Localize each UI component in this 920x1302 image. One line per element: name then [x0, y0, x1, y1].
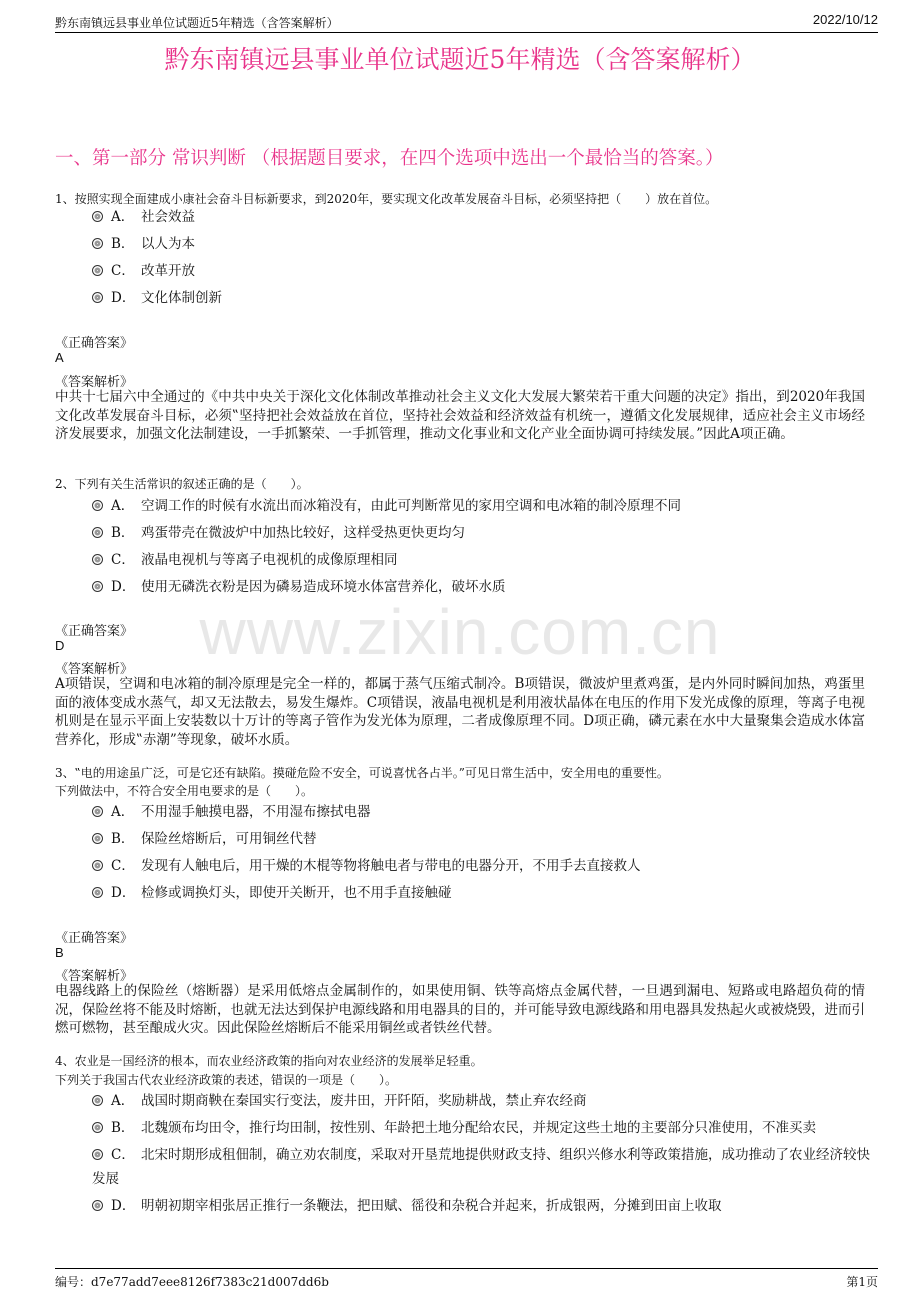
option-3b[interactable]	[92, 826, 872, 853]
analysis-text: 电器线路上的保险丝（熔断器）是采用低熔点金属制作的，如果使用铜、铁等高熔点金属代替，一旦遇到漏电、短路或电路超负荷的情况，保险丝将不能及时熔断，也就无法达到保护电源线路和用电器具的目的，并可能导致电源线路和用电器具发热起火或被烧毁，进而引燃可燃物，甚至酿成火灾。因此保险丝熔断后不能采用铜丝或者铁丝代替。	[55, 983, 865, 1036]
option-text: 社会效益	[141, 209, 195, 225]
option-letter: A．	[111, 498, 135, 514]
option-letter: B．	[111, 1120, 135, 1136]
option-text: 保险丝熔断后，可用铜丝代替	[141, 831, 317, 847]
option-1b[interactable]	[92, 231, 872, 258]
option-4c[interactable]	[92, 1143, 872, 1191]
option-text: 明朝初期宰相张居正推行一条鞭法，把田赋、徭役和杂税合并起来，折成银两，分摊到田亩上收取	[141, 1198, 722, 1214]
question-3-stem: 3、‟电的用途虽广泛，可是它还有缺陷。摸碰危险不安全，可说喜忧各占半。”可见日常生活中，安全用电的重要性。	[55, 766, 669, 780]
option-letter: C．	[111, 1147, 135, 1163]
correct-answer-label: 《正确答案》	[55, 931, 134, 946]
option-1a[interactable]	[92, 204, 872, 231]
option-letter: D．	[111, 579, 136, 595]
option-4a[interactable]	[92, 1089, 872, 1113]
analysis-text: A项错误，空调和电冰箱的制冷原理是完全一样的，都属于蒸气压缩式制冷。B项错误，微波炉里煮鸡蛋，是内外同时瞬间加热，鸡蛋里面的液体变成水蒸气，却又无法散去，易发生爆炸。C项错误，液晶电视机是利用液状晶体在电压的作用下发光成像的原理，等离子电视机则是在显示平面上安装数以十万计的等离子管作为发光体为原理，二者成像原理不同。D项正确，磷元素在水中大量聚集会造成水体富营养化，形成‟赤潮”等现象，破坏水质。	[55, 676, 865, 748]
header-date: 2022/10/12	[812, 12, 878, 27]
option-4d[interactable]	[92, 1194, 872, 1218]
radio-icon[interactable]	[92, 292, 103, 303]
correct-answer-label: 《正确答案》	[55, 336, 134, 351]
document-title: 黔东南镇远县事业单位试题近5年精选（含答案解析）	[164, 45, 756, 74]
option-letter: A．	[111, 209, 135, 225]
radio-icon[interactable]	[92, 1095, 103, 1106]
option-letter: C．	[111, 552, 135, 568]
option-2a[interactable]	[92, 493, 872, 520]
question-4-stem: 4、农业是一国经济的根本，而农业经济政策的指向对农业经济的发展举足轻重。	[55, 1054, 483, 1068]
analysis-text: 中共十七届六中全通过的《中共中央关于深化文化体制改革推动社会主义文化大发展大繁荣若干重大问题的决定》指出，到2020年我国文化改革发展奋斗目标，必须‟坚持把社会效益放在首位，坚持社会效益和经济效益有机统一，遵循文化发展规律，适应社会主义市场经济发展要求，加强文化法制建设，一手抓繁荣、一手抓管理，推动文化事业和文化产业全面协调可持续发展。”因此A项正确。	[55, 389, 865, 442]
radio-icon[interactable]	[92, 887, 103, 898]
question-4-stem-line2: 下列关于我国古代农业经济政策的表述，错误的一项是（ ）。	[55, 1073, 398, 1087]
option-text: 文化体制创新	[141, 290, 222, 306]
radio-icon[interactable]	[92, 1149, 103, 1160]
analysis-label: 《答案解析》	[55, 375, 134, 390]
radio-icon[interactable]	[92, 238, 103, 249]
option-list	[92, 204, 872, 312]
analysis-label: 《答案解析》	[55, 969, 134, 984]
option-text: 北宋时期形成租佃制，确立劝农制度，采取对开垦荒地提供财政支持、组织兴修水利等政策措施，成功推动了农业经济较快发展	[92, 1147, 870, 1187]
option-text: 检修或调换灯头，即使开关断开，也不用手直接触碰	[141, 885, 452, 901]
correct-answer-value: B	[55, 945, 64, 960]
option-3a[interactable]	[92, 799, 872, 826]
option-text: 以人为本	[141, 236, 195, 252]
option-text: 发现有人触电后，用干燥的木棍等物将触电者与带电的电器分开，不用手去直接救人	[141, 858, 641, 874]
question-2-stem: 2、下列有关生活常识的叙述正确的是（ ）。	[55, 477, 309, 491]
page-footer	[55, 1268, 878, 1291]
option-text: 不用湿手触摸电器，不用湿布擦拭电器	[141, 804, 371, 820]
radio-icon[interactable]	[92, 554, 103, 565]
option-letter: B．	[111, 236, 135, 252]
option-3d[interactable]	[92, 880, 872, 907]
radio-icon[interactable]	[92, 211, 103, 222]
option-1c[interactable]	[92, 258, 872, 285]
option-letter: D．	[111, 885, 136, 901]
option-text: 空调工作的时候有水流出而冰箱没有，由此可判断常见的家用空调和电冰箱的制冷原理不同	[141, 498, 681, 514]
option-2d[interactable]	[92, 574, 872, 601]
radio-icon[interactable]	[92, 581, 103, 592]
option-text: 战国时期商鞅在秦国实行变法，废井田，开阡陌，奖励耕战，禁止弃农经商	[141, 1093, 587, 1109]
analysis-label: 《答案解析》	[55, 662, 134, 677]
option-text: 使用无磷洗衣粉是因为磷易造成环境水体富营养化，破坏水质	[141, 579, 506, 595]
option-3c[interactable]	[92, 853, 872, 880]
radio-icon[interactable]	[92, 265, 103, 276]
option-1d[interactable]	[92, 285, 872, 312]
document-code: 编号：d7e77add7eee8126f7383c21d007dd6b	[55, 1275, 329, 1289]
correct-answer-label: 《正确答案》	[55, 624, 134, 639]
option-letter: B．	[111, 525, 135, 541]
option-letter: C．	[111, 858, 135, 874]
option-text: 改革开放	[141, 263, 195, 279]
radio-icon[interactable]	[92, 527, 103, 538]
section-heading: 一、第一部分 常识判断 （根据题目要求，在四个选项中选出一个最恰当的答案。）	[55, 148, 724, 169]
option-text: 北魏颁布均田令，推行均田制，按性别、年龄把土地分配给农民，并规定这些土地的主要部分只准使用，不准买卖	[141, 1120, 816, 1136]
radio-icon[interactable]	[92, 500, 103, 511]
radio-icon[interactable]	[92, 806, 103, 817]
option-list	[92, 493, 872, 601]
option-2c[interactable]	[92, 547, 872, 574]
radio-icon[interactable]	[92, 860, 103, 871]
radio-icon[interactable]	[92, 833, 103, 844]
option-2b[interactable]	[92, 520, 872, 547]
option-letter: D．	[111, 290, 136, 306]
option-list	[92, 799, 872, 907]
correct-answer-value: D	[55, 638, 65, 653]
page-header	[55, 12, 878, 33]
header-title: 黔东南镇远县事业单位试题近5年精选（含答案解析）	[55, 16, 339, 30]
question-3-stem-line2: 下列做法中，不符合安全用电要求的是（ ）。	[55, 784, 314, 798]
option-letter: A．	[111, 804, 135, 820]
option-text: 液晶电视机与等离子电视机的成像原理相同	[141, 552, 398, 568]
option-letter: C．	[111, 263, 135, 279]
option-letter: A．	[111, 1093, 135, 1109]
option-list	[92, 1089, 872, 1218]
correct-answer-value: A	[55, 350, 64, 365]
radio-icon[interactable]	[92, 1122, 103, 1133]
question-1-stem: 1、按照实现全面建成小康社会奋斗目标新要求，到2020年，要实现文化改革发展奋斗目标，必须坚持把（ ）放在首位。	[55, 192, 718, 206]
watermark: www.zixin.com.cn	[199, 596, 721, 668]
page-number: 第1页	[846, 1275, 878, 1289]
option-letter: D．	[111, 1198, 136, 1214]
option-text: 鸡蛋带壳在微波炉中加热比较好，这样受热更快更均匀	[141, 525, 465, 541]
radio-icon[interactable]	[92, 1200, 103, 1211]
option-letter: B．	[111, 831, 135, 847]
option-4b[interactable]	[92, 1116, 872, 1140]
